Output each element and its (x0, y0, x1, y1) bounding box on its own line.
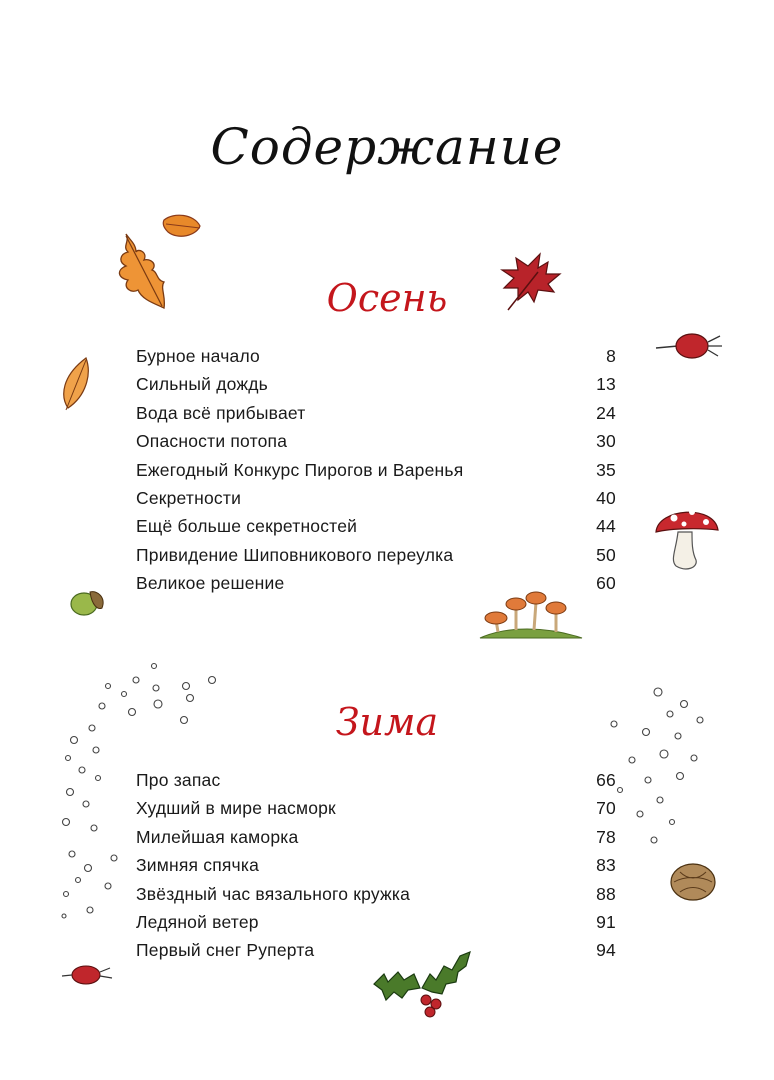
toc-entry-title: Привидение Шиповникового переулка (136, 544, 454, 565)
toc-entry-title: Ежегодный Конкурс Пирогов и Варенья (136, 459, 464, 480)
toc-entry-title: Зимняя спячка (136, 855, 260, 876)
toc-entry-title: Первый снег Руперта (136, 940, 315, 961)
toc-entry-page: 40 (596, 487, 616, 508)
toc-entry-title: Опасности потопа (136, 431, 288, 452)
toc-entry-page: 13 (596, 374, 616, 395)
toc-entry-page: 50 (596, 544, 616, 565)
small-leaf-icon (56, 356, 96, 414)
toc-entry-page: 66 (596, 770, 616, 790)
toc-entry-page: 94 (596, 940, 616, 961)
toc-entry[interactable] (136, 374, 616, 402)
toc-entry[interactable] (136, 431, 616, 459)
toc-entry-title: Бурное начало (136, 346, 260, 366)
toc-entry-page: 30 (596, 431, 616, 452)
rosehip-icon (60, 962, 114, 988)
toc-entry[interactable] (136, 516, 616, 544)
acorn-icon (66, 584, 108, 620)
snowflakes-icon (600, 680, 708, 850)
toc-entry[interactable] (136, 403, 616, 431)
toc-entry[interactable] (136, 545, 616, 573)
toc-entry-title: Вода всё прибывает (136, 402, 306, 423)
toc-entry-page: 44 (596, 516, 616, 537)
toc-entry-page: 78 (596, 826, 616, 847)
toc-entry-title: Сильный дождь (136, 374, 269, 395)
toc-entry[interactable] (136, 460, 616, 488)
page-title: Содержание (210, 118, 564, 176)
section-title-winter: Зима (335, 700, 439, 744)
toc-entry-title: Звёздный час вязального кружка (136, 883, 411, 904)
toc-entry-page: 70 (596, 798, 616, 819)
toc-entry-title: Великое решение (136, 573, 285, 594)
toc-entry-title: Ещё больше секретностей (136, 516, 358, 537)
toc-entry-title: Милейшая каморка (136, 826, 299, 847)
toc-entry-title: Ледяной ветер (136, 911, 259, 932)
oak-leaf-icon (108, 232, 172, 312)
walnut-icon (668, 860, 718, 904)
toc-entry-page: 88 (596, 883, 616, 904)
toc-entry-title: Секретности (136, 487, 242, 508)
toc-entry-page: 83 (596, 855, 616, 876)
toc-entry-title: Про запас (136, 770, 221, 790)
toc-entry[interactable] (136, 346, 616, 374)
maple-leaf-icon (498, 252, 562, 314)
toc-list-autumn (136, 346, 616, 602)
mushroom-icon (476, 580, 586, 642)
section-title-autumn: Осень (326, 276, 448, 320)
toc-entry-page: 8 (606, 346, 616, 366)
snowflakes-icon (54, 658, 224, 922)
toc-entry-page: 91 (596, 911, 616, 932)
toc-entry-title: Худший в мире насморк (136, 798, 336, 819)
holly-icon (370, 944, 480, 1020)
rosehip-icon (654, 328, 726, 362)
toc-entry-page: 24 (596, 402, 616, 423)
toc-entry[interactable] (136, 488, 616, 516)
toc-entry-page: 35 (596, 459, 616, 480)
toadstool-icon (652, 498, 722, 574)
toc-entry-page: 60 (596, 573, 616, 594)
